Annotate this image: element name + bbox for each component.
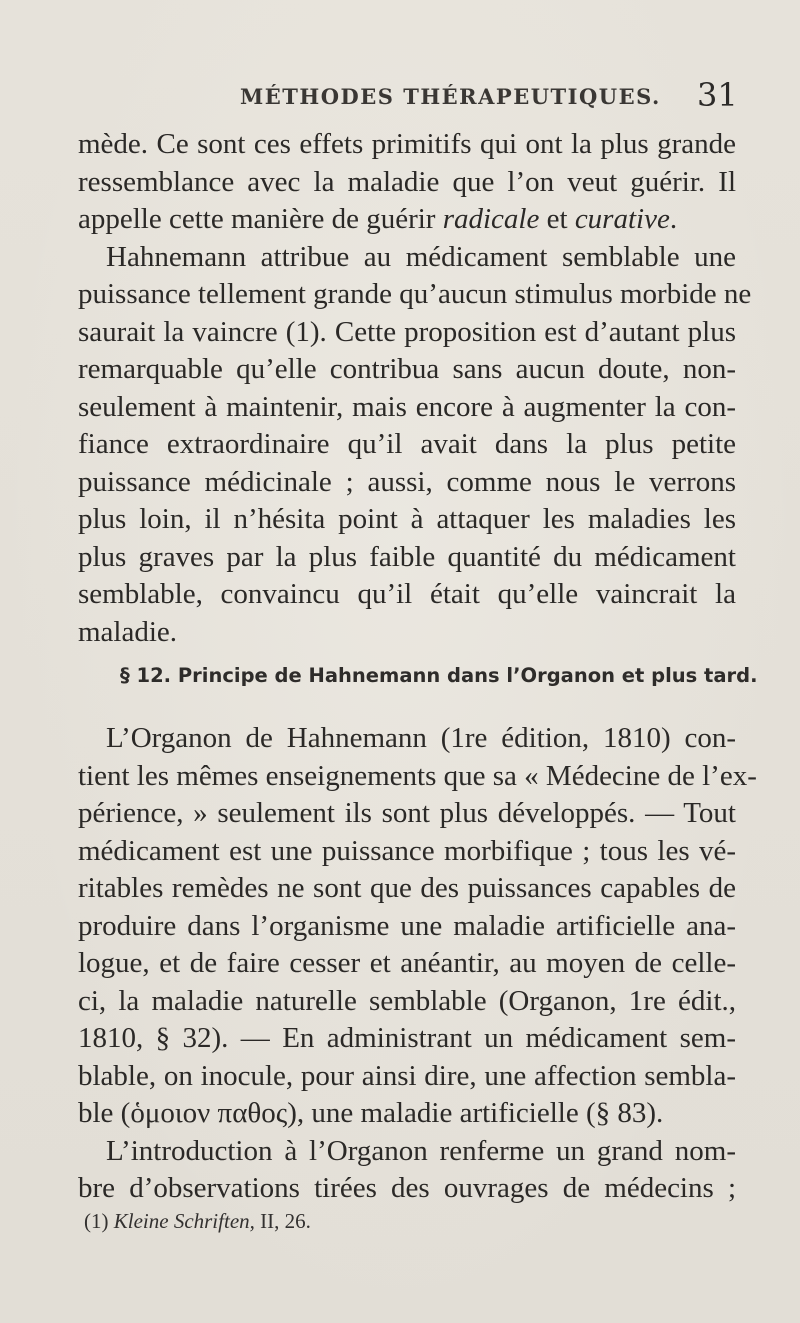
text-line: puissance médicinale ; aussi, comme nous le verrons — [78, 465, 736, 498]
text-line: bre d’observations tirées des ouvrages de médecins ; — [78, 1172, 736, 1204]
emphasis-curative: curative — [574, 203, 670, 235]
text-segment: . — [669, 203, 678, 235]
text-line: périence, » seulement ils sont plus développés. — Tout — [78, 797, 736, 829]
text-line: saurait la vaincre (1). Cette proposition est d’autant plus — [78, 315, 736, 348]
text-line: ble (ὁμοιον παθος), une maladie artificielle (§ 83). — [78, 1097, 664, 1129]
text-line: L’introduction à l’Organon renferme un grand nom- — [106, 1134, 736, 1167]
text-line: fiance extraordinaire qu’il avait dans la plus petite — [78, 428, 736, 460]
section-heading: § 12. Principe de Hahnemann dans l’Organon et plus tard. — [120, 664, 758, 687]
text-line: produire dans l’organisme une maladie artificielle ana- — [78, 909, 736, 942]
footnote — [84, 1209, 311, 1234]
text-line: puissance tellement grande qu’aucun stimulus morbide ne — [78, 278, 752, 310]
footnote-reference: II, 26. — [260, 1209, 311, 1233]
text-line: médicament est une puissance morbifique ; tous les vé- — [78, 834, 736, 867]
text-line: ressemblance avec la maladie que l’on veut guérir. Il — [78, 165, 736, 198]
text-line: seulement à maintenir, mais encore à augmenter la con- — [78, 390, 736, 423]
text-line: mède. Ce sont ces effets primitifs qui ont la plus grande — [78, 128, 736, 160]
text-line-with-emphasis — [78, 201, 736, 239]
text-segment: et — [539, 203, 575, 235]
text-line: ritables remèdes ne sont que des puissances capables de — [78, 872, 736, 904]
text-line: blable, on inocule, pour ainsi dire, une affection sembla- — [78, 1059, 736, 1092]
text-line: plus graves par la plus faible quantité du médicament — [78, 540, 736, 573]
text-line: Hahnemann attribue au médicament semblable une — [106, 240, 736, 273]
text-line: tient les mêmes enseignements que sa « Médecine de l’ex- — [78, 759, 757, 792]
footnote-marker: (1) — [84, 1209, 109, 1233]
text-line: semblable, convaincu qu’il était qu’elle vaincrait la — [78, 578, 736, 610]
text-segment: appelle cette manière de guérir — [78, 203, 443, 235]
text-line: remarquable qu’elle contribua sans aucun doute, non- — [78, 353, 736, 385]
main-text-block-1 — [78, 126, 752, 651]
text-line: ci, la maladie naturelle semblable (Organon, 1re édit., — [78, 984, 736, 1017]
text-line: maladie. — [78, 615, 178, 648]
emphasis-radicale: radicale — [442, 203, 540, 235]
main-text-block-2 — [78, 720, 757, 1208]
text-line: 1810, § 32). — En administrant un médicament sem- — [78, 1022, 736, 1054]
page-number: 31 — [697, 76, 738, 114]
text-line: plus loin, il n’hésita point à attaquer les maladies les — [78, 503, 736, 535]
text-line: L’Organon de Hahnemann (1re édition, 1810) con- — [106, 722, 736, 754]
running-head: MÉTHODES THÉRAPEUTIQUES. — [240, 84, 661, 109]
text-line: logue, et de faire cesser et anéantir, au moyen de celle- — [78, 947, 736, 979]
footnote-title: Kleine Schriften, — [113, 1209, 255, 1233]
page-header — [0, 76, 800, 116]
